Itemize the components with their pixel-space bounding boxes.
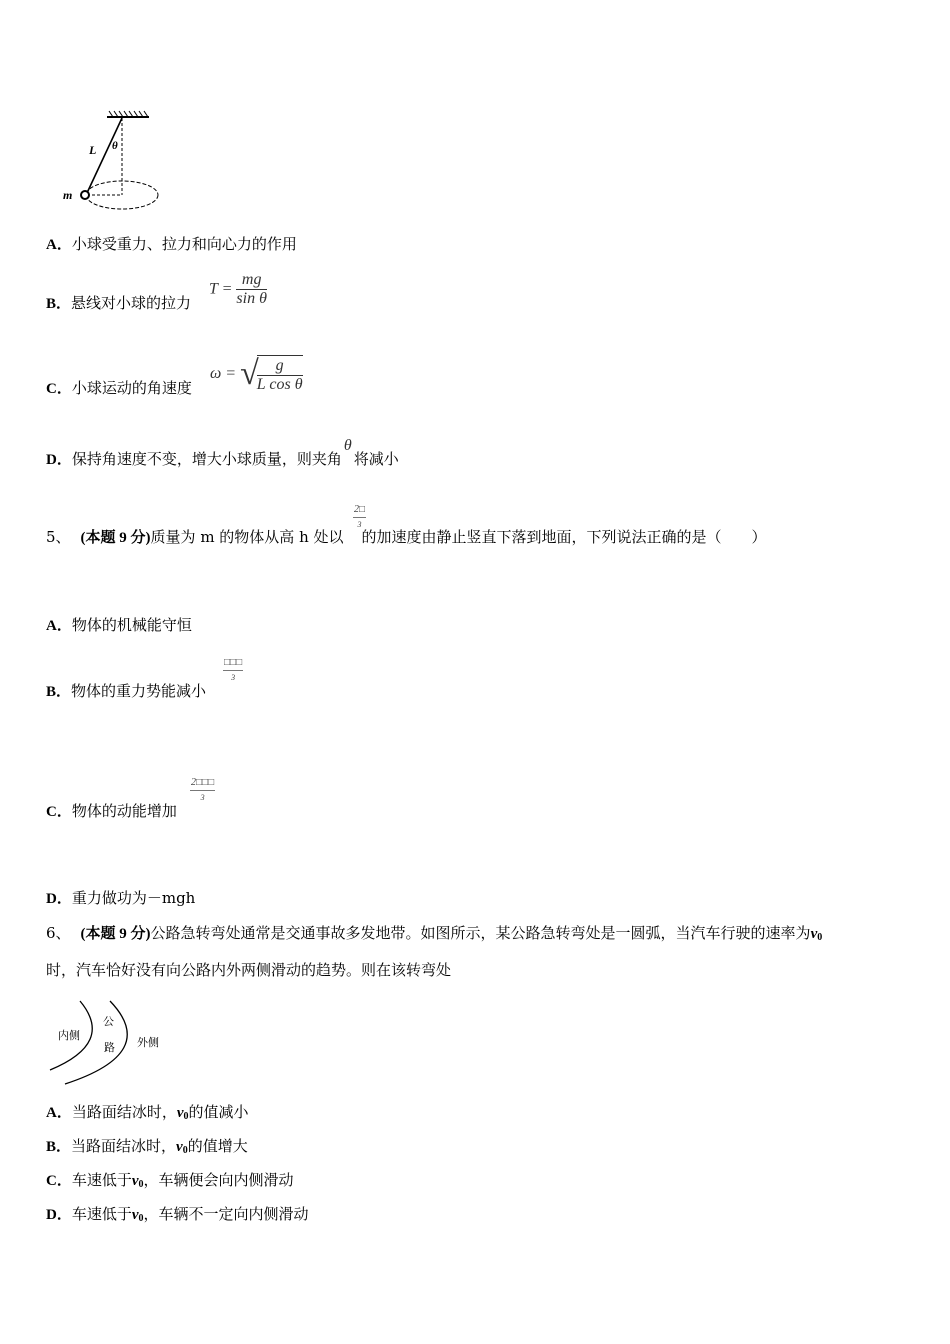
option-label: D．: [46, 452, 72, 468]
v-subscript: 0: [182, 1145, 188, 1156]
q5-stem: [46, 530, 767, 546]
fraction-numerator: □□□: [223, 658, 243, 671]
formula-lhs: ω =: [210, 365, 237, 382]
option-text: 小球受重力、拉力和向心力的作用: [71, 235, 297, 253]
option-after: 的值减小: [188, 1103, 249, 1121]
option-after: ，车辆不一定向内侧滑动: [143, 1205, 309, 1223]
formula-fraction: [236, 272, 267, 307]
label-theta: θ: [112, 140, 118, 152]
fraction-denominator: 3: [200, 793, 205, 802]
fraction-denominator: 3: [357, 520, 362, 529]
label-m: m: [63, 188, 73, 202]
formula-fraction: [257, 355, 303, 393]
q4-option-c: [46, 381, 192, 397]
q5-acceleration-fraction: [353, 505, 366, 529]
q6-option-c: [46, 1173, 294, 1190]
option-before: 当路面结冰时，: [71, 1137, 177, 1155]
label-road-2: 路: [104, 1041, 115, 1054]
v-subscript: 0: [138, 1179, 144, 1190]
ceiling-hatch: [107, 111, 149, 117]
option-label: B．: [46, 684, 72, 700]
option-text-after: 将减小: [353, 450, 399, 468]
sqrt-sign: √: [240, 355, 259, 392]
v-subscript: 0: [183, 1111, 189, 1122]
fraction-numerator: 2□□□: [190, 778, 215, 791]
q6-option-a: [46, 1105, 249, 1122]
v-subscript: 0: [138, 1213, 144, 1224]
stem-line1: 公路急转弯处通常是交通事故多发地带。如图所示，某公路急转弯处是一圆弧，当汽车行驶的速率为: [150, 924, 811, 942]
option-label: C．: [46, 1173, 72, 1189]
stem-line2: 时，汽车恰好没有向公路内外两侧滑动的趋势。则在该转弯处: [46, 961, 452, 979]
angular-velocity-formula: [210, 355, 303, 393]
option-before: 当路面结冰时，: [71, 1103, 177, 1121]
v-symbol: v: [131, 1173, 139, 1189]
tension-formula: [209, 272, 267, 307]
formula-denominator: L cos θ: [256, 376, 303, 393]
theta-symbol: θ: [343, 437, 352, 454]
option-label: C．: [46, 381, 72, 397]
label-road-1: 公: [103, 1015, 114, 1028]
v-symbol: v: [131, 1207, 139, 1223]
option-text: 悬线对小球的拉力: [71, 294, 192, 312]
label-L: L: [89, 143, 97, 157]
stem-before: 质量为 m 的物体从高 h 处以: [150, 528, 344, 546]
option-label: C．: [46, 804, 72, 820]
label-outer-side: 外侧: [137, 1036, 159, 1049]
q4-option-b: [46, 296, 191, 312]
formula-lhs: T =: [209, 280, 233, 298]
q5-c-fraction: [190, 778, 215, 802]
option-label: A．: [46, 618, 72, 634]
question-points: (本题 9 分): [80, 926, 151, 942]
question-points: (本题 9 分): [80, 530, 151, 546]
option-text: 物体的重力势能减小: [71, 682, 207, 700]
q5-option-b: [46, 684, 206, 700]
q5-option-c: [46, 804, 177, 820]
option-before: 车速低于: [71, 1205, 132, 1223]
v-symbol: v: [176, 1139, 183, 1155]
option-label: A．: [46, 237, 72, 253]
option-text: 小球运动的角速度: [71, 379, 192, 397]
fraction-numerator: 2□: [353, 505, 366, 518]
formula-numerator: mg: [236, 272, 267, 290]
v-symbol: v: [176, 1105, 184, 1121]
q6-option-b: [46, 1139, 248, 1156]
v-subscript: 0: [817, 932, 823, 943]
option-before: 车速低于: [71, 1171, 132, 1189]
q6-stem-line2: [46, 963, 451, 978]
ball-mass: [81, 191, 89, 199]
question-number: 5、: [46, 528, 71, 546]
formula-denominator: sin θ: [236, 290, 267, 307]
q4-option-d: [46, 437, 399, 468]
q4-option-a: [46, 237, 297, 253]
stem-after: 的加速度由静止竖直下落到地面，下列说法正确的是（ ）: [361, 528, 767, 546]
option-label: B．: [46, 1139, 72, 1155]
option-text: 重力做功为－mgh: [71, 889, 196, 907]
q5-b-fraction: [223, 658, 243, 682]
option-text: 物体的机械能守恒: [71, 616, 192, 634]
option-after: ，车辆便会向内侧滑动: [143, 1171, 294, 1189]
option-after: 的值增大: [187, 1137, 248, 1155]
formula-numerator: g: [257, 358, 303, 376]
road-outer-edge: [65, 1001, 127, 1084]
option-label: A．: [46, 1105, 72, 1121]
q6-option-d: [46, 1207, 309, 1224]
label-inner-side: 内侧: [58, 1029, 80, 1042]
option-text: 物体的动能增加: [71, 802, 177, 820]
conical-pendulum-figure: [55, 105, 170, 217]
curved-road-figure: [45, 998, 175, 1090]
q6-stem-line1: [46, 926, 822, 943]
option-label: D．: [46, 891, 72, 907]
option-label: D．: [46, 1207, 72, 1223]
fraction-denominator: 3: [231, 673, 236, 682]
q5-option-a: [46, 618, 192, 634]
question-number: 6、: [46, 924, 71, 942]
v-symbol: v: [810, 926, 818, 942]
option-text-before: 保持角速度不变，增大小球质量，则夹角: [71, 450, 342, 468]
option-label: B．: [46, 296, 72, 312]
q5-option-d: [46, 891, 195, 907]
